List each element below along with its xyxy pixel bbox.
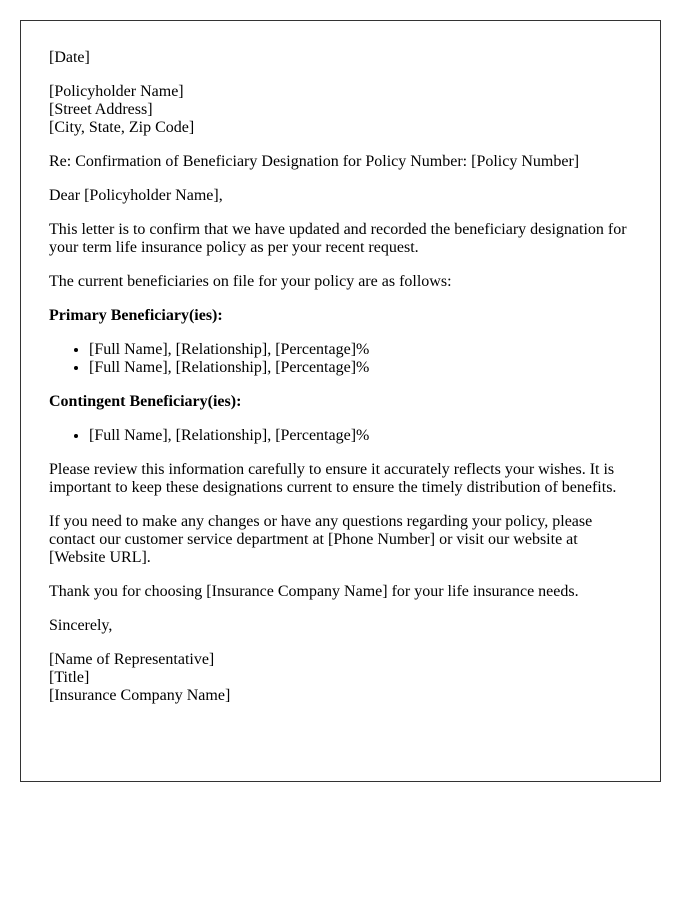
review-line: Please review this information carefully to ensure it accurately reflects your wishes. It is (49, 461, 615, 478)
recipient-city: [City, State, Zip Code] (49, 119, 195, 136)
review-line: important to keep these designations current to ensure the timely distribution of benefits. (49, 479, 617, 496)
primary-heading: Primary Beneficiary(ies): (49, 307, 223, 324)
signature-block (49, 651, 632, 705)
recipient-street: [Street Address] (49, 101, 153, 118)
thanks-paragraph: Thank you for choosing [Insurance Company Name] for your life insurance needs. (49, 583, 579, 600)
contact-paragraph (49, 513, 632, 567)
signature-company: [Insurance Company Name] (49, 687, 231, 704)
contingent-heading: Contingent Beneficiary(ies): (49, 393, 242, 410)
contact-line: If you need to make any changes or have any questions regarding your policy, please (49, 513, 593, 530)
date: [Date] (49, 49, 90, 66)
list-item: • [Full Name], [Relationship], [Percentage]% (89, 341, 632, 359)
beneficiaries-intro: The current beneficiaries on file for your policy are as follows: (49, 273, 452, 290)
recipient-name: [Policyholder Name] (49, 83, 184, 100)
intro-line: This letter is to confirm that we have updated and recorded the beneficiary designation for (49, 221, 627, 238)
intro-paragraph (49, 221, 632, 257)
signature-title: [Title] (49, 669, 90, 686)
list-item: • [Full Name], [Relationship], [Percentage]% (89, 427, 632, 445)
contingent-list (49, 427, 632, 445)
signature-name: [Name of Representative] (49, 651, 215, 668)
intro-line: your term life insurance policy as per your recent request. (49, 239, 419, 256)
subject-line: Re: Confirmation of Beneficiary Designation for Policy Number: [Policy Number] (49, 153, 580, 170)
salutation: Dear [Policyholder Name], (49, 187, 223, 204)
primary-list (49, 341, 632, 377)
recipient-address (49, 83, 632, 137)
letter (20, 20, 661, 782)
list-item: • [Full Name], [Relationship], [Percentage]% (89, 359, 632, 377)
contact-line: contact our customer service department at [Phone Number] or visit our website at (49, 531, 578, 548)
review-paragraph (49, 461, 632, 497)
contact-line: [Website URL]. (49, 549, 151, 566)
closing: Sincerely, (49, 617, 113, 634)
